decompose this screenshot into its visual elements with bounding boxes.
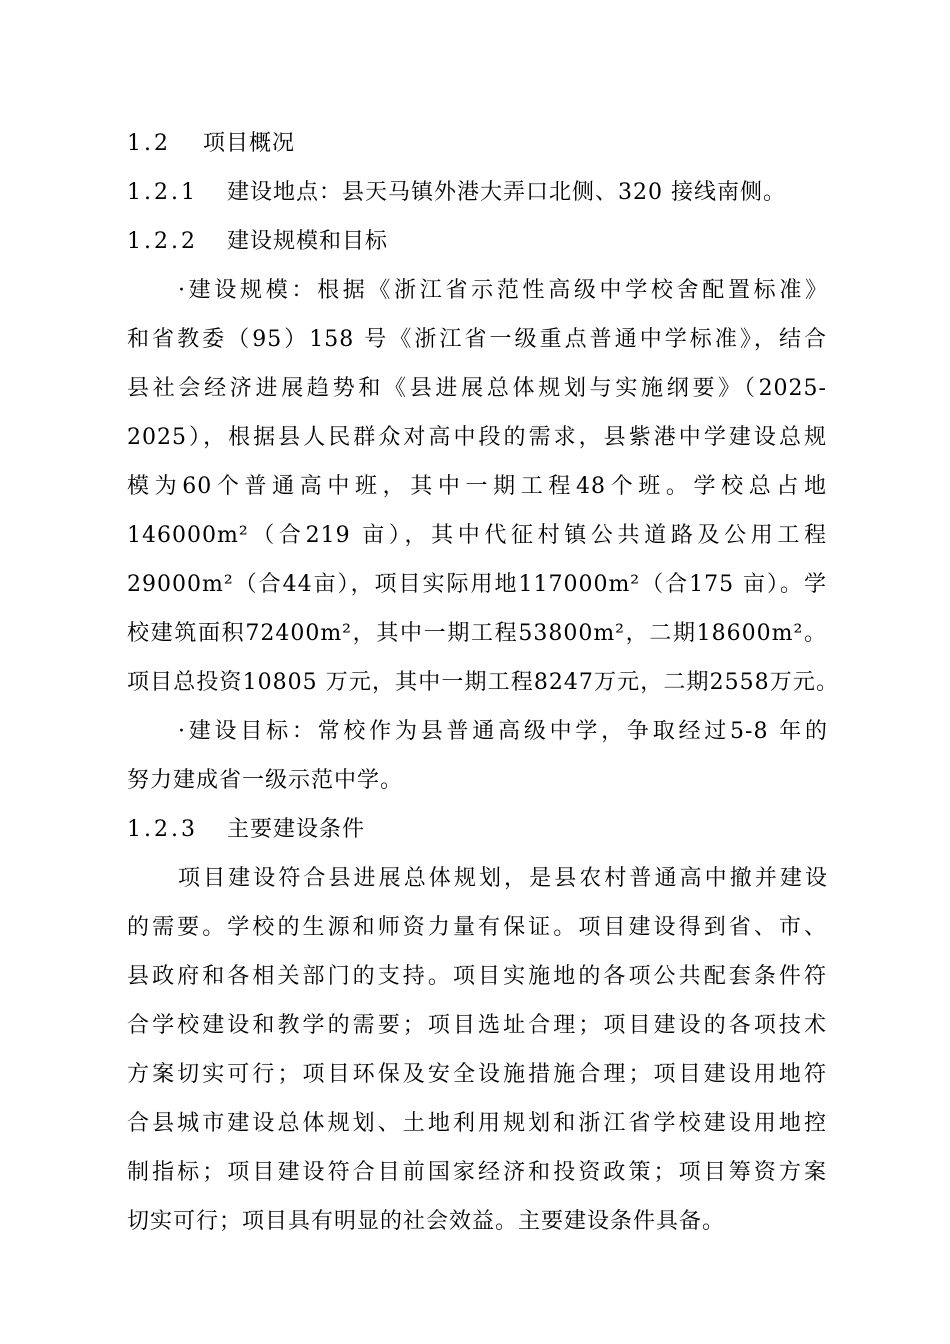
heading-title: 项目概况 — [203, 131, 296, 156]
heading-text: 建设地点：县天马镇外港大弄口北侧、320 接线南侧。 — [227, 180, 786, 205]
paragraph-line: 县社会经济进展趋势和《县进展总体规划与实施纲要》（2025- — [127, 376, 827, 401]
heading-1-2-1 — [127, 179, 786, 207]
heading-number: 1.2.3 — [127, 817, 198, 842]
heading-title: 主要建设条件 — [227, 817, 366, 842]
paragraph-line: ·建设规模：根据《浙江省示范性高级中学校舍配置标准》 — [178, 278, 828, 303]
paragraph-line: 校建筑面积72400m²，其中一期工程53800m²，二期18600m²。 — [127, 621, 827, 646]
heading-1-2 — [127, 130, 295, 158]
heading-number: 1.2 — [127, 131, 171, 156]
paragraph-line: 制指标；项目建设符合目前国家经济和投资政策；项目筹资方案 — [127, 1160, 827, 1185]
paragraph-line: 合学校建设和教学的需要；项目选址合理；项目建设的各项技术 — [127, 1013, 827, 1038]
paragraph-line: 模为60个普通高中班，其中一期工程48个班。学校总占地 — [127, 474, 827, 499]
paragraph-line: 项目总投资10805 万元，其中一期工程8247万元，二期2558万元。 — [127, 670, 839, 695]
heading-number: 1.2.2 — [127, 229, 198, 254]
paragraph-line: 的需要。学校的生源和师资力量有保证。项目建设得到省、市、 — [127, 915, 827, 940]
paragraph-line: ·建设目标：常校作为县普通高级中学，争取经过5-8 年的 — [178, 719, 828, 744]
paragraph-line: 和省教委（95）158 号《浙江省一级重点普通中学标准》，结合 — [127, 327, 827, 352]
paragraph-line: 29000m²（合44亩），项目实际用地117000m²（合175 亩）。学 — [127, 572, 827, 597]
paragraph-line: 146000m²（合219 亩），其中代征村镇公共道路及公用工程 — [127, 523, 827, 548]
heading-1-2-3 — [127, 816, 365, 844]
paragraph-line: 项目建设符合县进展总体规划，是县农村普通高中撤并建设 — [178, 866, 828, 891]
paragraph-line: 切实可行；项目具有明显的社会效益。主要建设条件具备。 — [127, 1209, 726, 1234]
paragraph-line: 合县城市建设总体规划、土地利用规划和浙江省学校建设用地控 — [127, 1111, 827, 1136]
paragraph-line: 2025），根据县人民群众对高中段的需求，县紫港中学建设总规 — [127, 425, 827, 450]
paragraph-line: 县政府和各相关部门的支持。项目实施地的各项公共配套条件符 — [127, 964, 827, 989]
heading-title: 建设规模和目标 — [227, 229, 389, 254]
paragraph-line: 方案切实可行；项目环保及安全设施措施合理；项目建设用地符 — [127, 1062, 827, 1087]
heading-1-2-2 — [127, 228, 388, 256]
heading-number: 1.2.1 — [127, 180, 198, 205]
paragraph-line: 努力建成省一级示范中学。 — [127, 768, 404, 793]
